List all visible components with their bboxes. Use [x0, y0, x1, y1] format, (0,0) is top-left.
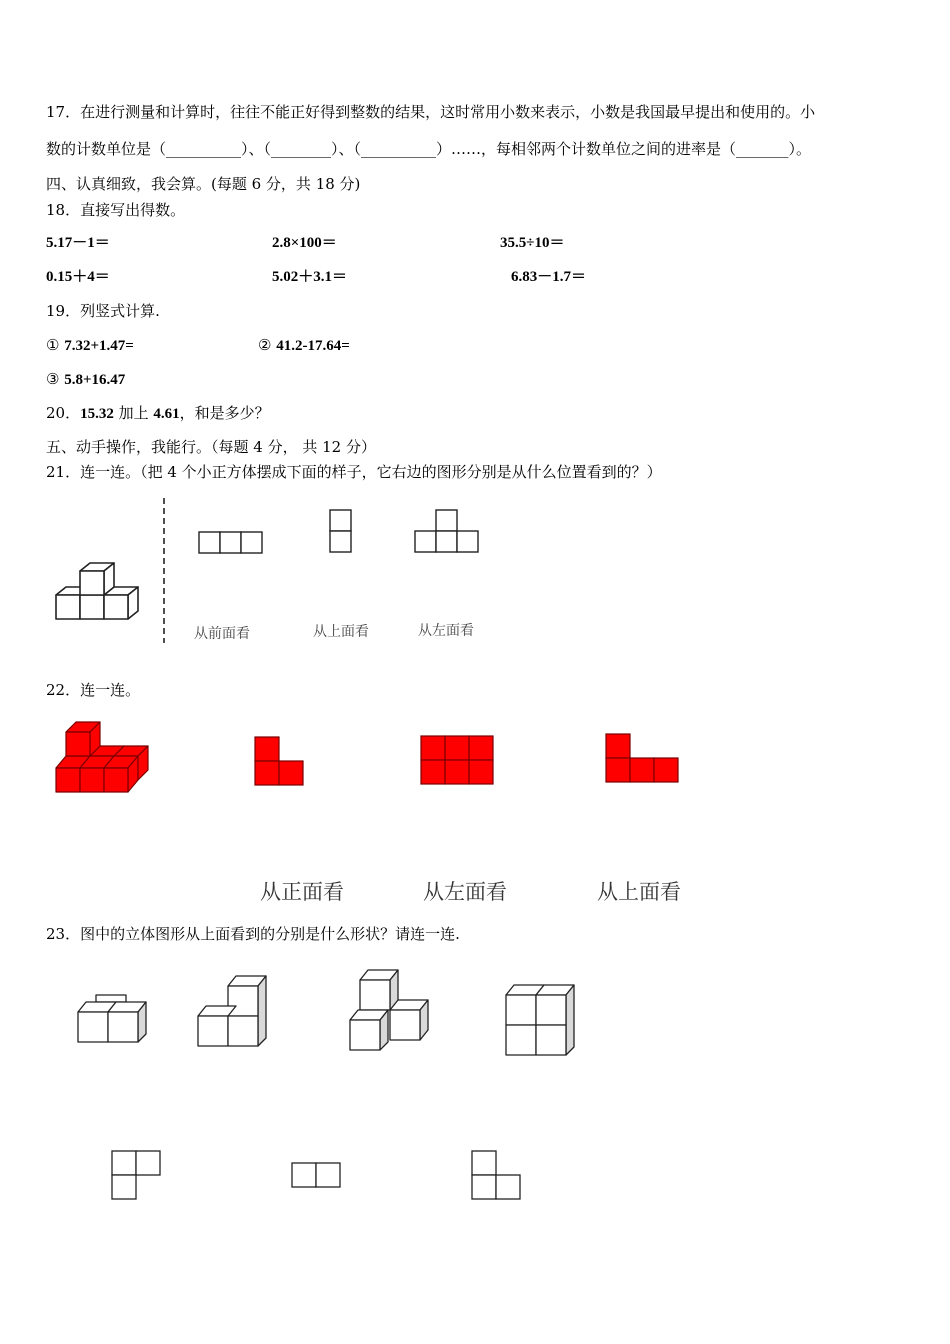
- q20-num2: 4.61: [153, 406, 180, 422]
- q19-expr-3: 5.8+16.47: [64, 372, 126, 388]
- q18-item-4: 0.15＋4＝: [46, 269, 110, 285]
- q22-title: 22．连一连。: [46, 681, 141, 699]
- q22-red-solid-figure: [52, 720, 152, 796]
- q21-dashed-divider: [162, 498, 166, 643]
- q19-item-3: [46, 369, 125, 390]
- q21-cube-stack-figure: [50, 550, 150, 625]
- q22-caption-front: 从正面看: [260, 880, 344, 904]
- q19-marker-2: ②: [258, 336, 272, 354]
- q18-title: 18．直接写出得数。: [46, 201, 186, 219]
- q18-item-1: 5.17－1＝: [46, 235, 110, 251]
- q19-item-1: [46, 335, 134, 356]
- q18-item-5: 5.02＋3.1＝: [272, 269, 348, 285]
- q19-expr-2: 41.2-17.64=: [276, 338, 350, 354]
- q20-num1: 15.32: [80, 406, 114, 422]
- q21-title: 21．连一连。（把 4 个小正方体摆成下面的样子，它右边的图形分别是从什么位置看到的？）: [46, 463, 662, 481]
- section-5-title: 五、动手操作，我能行。（每题 4 分， 共 12 分）: [46, 438, 376, 456]
- q23-view-3-figure: [471, 1150, 525, 1202]
- section-4-title: 四、认真细致，我会算。(每题 6 分，共 18 分): [46, 175, 361, 193]
- q23-view-2-figure: [291, 1162, 345, 1190]
- q18-item-6: 6.83－1.7＝: [511, 269, 587, 285]
- q20-text: [46, 403, 270, 424]
- q23-view-1-figure: [111, 1150, 165, 1202]
- q22-view-rectangle-figure: [420, 735, 496, 787]
- q23-solid-4-figure: [502, 983, 582, 1059]
- q21-view-t-shape-figure: [414, 509, 482, 555]
- q23-solid-2-figure: [196, 974, 272, 1050]
- q22-caption-left: 从左面看: [423, 880, 507, 904]
- q18-item-2: 2.8×100＝: [272, 235, 337, 251]
- q19-marker-3: ③: [46, 370, 60, 388]
- q21-view-vertical-figure: [329, 509, 354, 555]
- q19-marker-1: ①: [46, 336, 60, 354]
- q20-mid: 加上: [113, 404, 154, 422]
- q21-caption-left: 从左面看: [418, 623, 474, 639]
- q17-line-1: 17．在进行测量和计算时，往往不能正好得到整数的结果，这时常用小数来表示，小数是我国最早提出和使用的。小: [46, 103, 816, 121]
- q18-item-3: 35.5÷10＝: [500, 235, 565, 251]
- q22-view-l-shape-figure: [254, 736, 306, 788]
- q21-view-front-figure: [198, 531, 266, 555]
- q17-line-2: 数的计数单位是（__________）、（________）、（__________）……，每相邻两个计数单位之间的进率是（_______）。: [46, 140, 812, 158]
- q23-title: 23．图中的立体图形从上面看到的分别是什么形状？请连一连.: [46, 925, 460, 943]
- q22-caption-top: 从上面看: [597, 880, 681, 904]
- q19-expr-1: 7.32+1.47=: [64, 338, 134, 354]
- q23-solid-1-figure: [76, 990, 152, 1046]
- q19-item-2: [258, 335, 350, 356]
- q20-prefix: 20．: [46, 404, 81, 422]
- q20-suffix: ，和是多少？: [179, 404, 270, 422]
- q21-caption-front: 从前面看: [194, 626, 250, 642]
- q23-solid-3-figure: [348, 966, 436, 1054]
- q21-caption-top: 从上面看: [313, 624, 369, 640]
- q22-view-long-l-figure: [605, 733, 681, 785]
- q19-title: 19．列竖式计算.: [46, 302, 160, 320]
